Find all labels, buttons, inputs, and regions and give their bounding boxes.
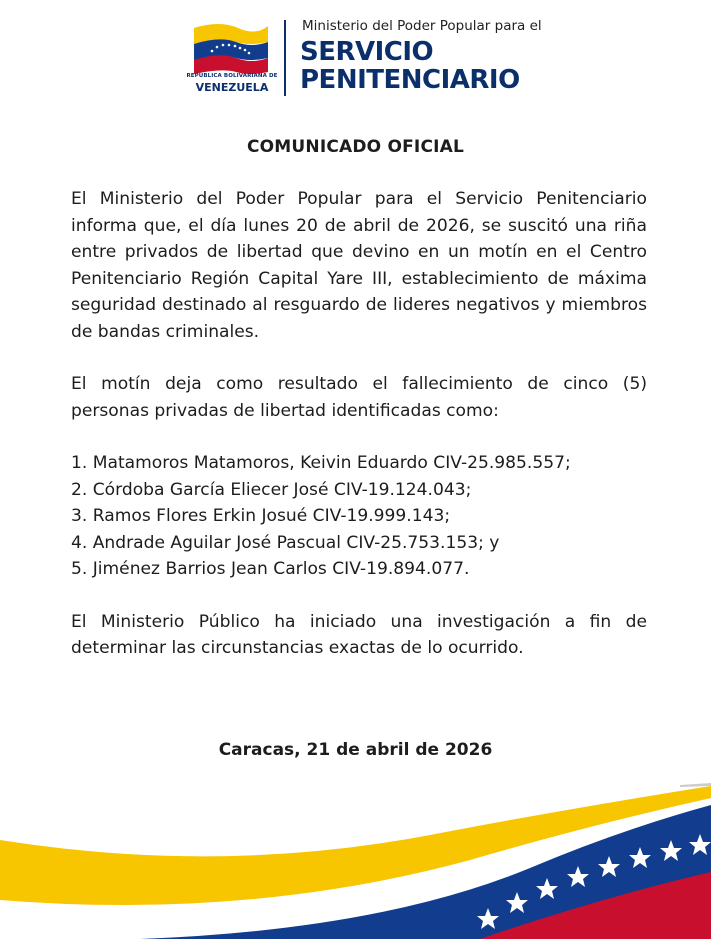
ministry-line: Ministerio del Poder Popular para el (302, 18, 542, 34)
logo-caption-country: VENEZUELA (195, 81, 269, 94)
venezuela-flag-logo (190, 18, 270, 76)
document-title: COMUNICADO OFICIAL (246, 137, 465, 157)
place-date-signoff: Caracas, 21 de abril de 2026 (218, 740, 493, 760)
list-item: 1. Matamoros Matamoros, Keivin Eduardo CIV-25.985.557; (71, 453, 571, 473)
ministry-name (300, 38, 520, 94)
list-item: 5. Jiménez Barrios Jean Carlos CIV-19.894.077. (71, 559, 470, 579)
document-header (0, 0, 711, 120)
list-item: 3. Ramos Flores Erkin Josué CIV-19.999.143; (71, 506, 451, 526)
header-divider (284, 20, 286, 96)
list-item: 4. Andrade Aguilar José Pascual CIV-25.753.153; y (71, 532, 500, 553)
ministry-name-line-2: PENITENCIARIO (300, 65, 520, 95)
logo-caption-small: REPÚBLICA BOLIVARIANA DE (186, 73, 278, 79)
document-body (71, 186, 647, 662)
deceased-list (71, 450, 647, 583)
paragraph-result: El motín deja como resultado el fallecimiento de cinco (5) personas privadas de libertad identificadas como: (71, 374, 647, 421)
ministry-name-line-1: SERVICIO (300, 37, 434, 67)
flag-wave-footer (0, 780, 711, 939)
paragraph-investigation: El Ministerio Público ha iniciado una investigación a fin de determinar las circunstancias exactas de lo ocurrido. (71, 611, 647, 658)
paragraph-intro: El Ministerio del Poder Popular para el Servicio Penitenciario informa que, el día lunes 20 de abril de 2026, se suscitó una riña entre privados de libertad que devino en un motín en el Centro Penitenciario Región Capital Yare III, establecimiento de máxima seguridad destinado al resguardo de lideres negativos y miembros de bandas criminales. (71, 189, 647, 342)
list-item: 2. Córdoba García Eliecer José CIV-19.124.043; (71, 479, 472, 500)
